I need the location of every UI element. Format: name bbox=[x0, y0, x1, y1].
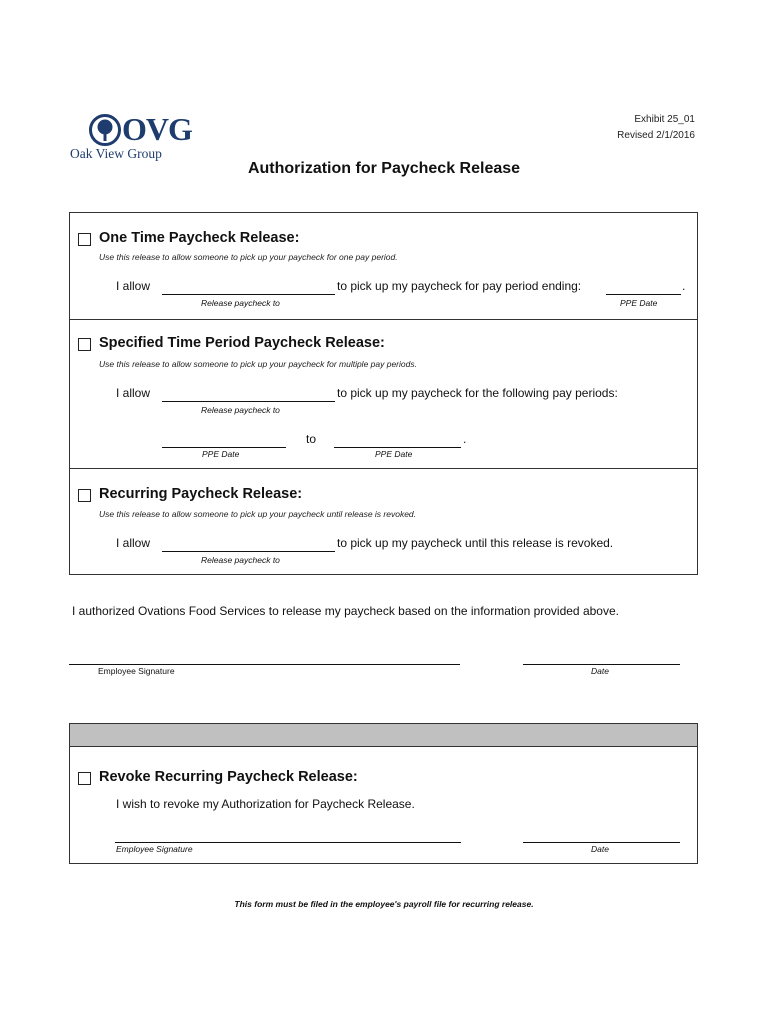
revoke-title: Revoke Recurring Paycheck Release: bbox=[99, 769, 358, 785]
specified-period-title: Specified Time Period Paycheck Release: bbox=[99, 335, 385, 351]
specified-period-to-text: to bbox=[306, 432, 317, 446]
signature-date-label: Date bbox=[591, 666, 609, 676]
one-time-release-to-field[interactable] bbox=[162, 294, 335, 295]
revoke-signature-field[interactable] bbox=[115, 842, 461, 843]
section-divider bbox=[69, 319, 698, 320]
employee-signature-label: Employee Signature bbox=[98, 666, 175, 676]
exhibit-info bbox=[617, 112, 695, 144]
one-time-ppe-label: PPE Date bbox=[620, 298, 658, 308]
revoke-header-bar bbox=[69, 723, 698, 747]
one-time-instruction: Use this release to allow someone to pick up your paycheck for one pay period. bbox=[99, 252, 398, 262]
signature-date-field[interactable] bbox=[523, 664, 680, 665]
recurring-instruction: Use this release to allow someone to pick up your paycheck until release is revoked. bbox=[99, 509, 417, 519]
one-time-title: One Time Paycheck Release: bbox=[99, 230, 300, 246]
authorization-statement: I authorized Ovations Food Services to release my paycheck based on the information provided above. bbox=[72, 604, 619, 618]
specified-period-instruction: Use this release to allow someone to pick up your paycheck for multiple pay periods. bbox=[99, 359, 417, 369]
recurring-checkbox[interactable] bbox=[78, 489, 91, 502]
ovg-logo bbox=[70, 112, 200, 162]
footer-note: This form must be filed in the employee's payroll file for recurring release. bbox=[234, 899, 534, 909]
revoke-text: I wish to revoke my Authorization for Paycheck Release. bbox=[116, 797, 415, 811]
revised-date: Revised 2/1/2016 bbox=[617, 130, 695, 141]
logo-subtitle: Oak View Group bbox=[70, 146, 162, 161]
specified-period-tail-text: to pick up my paycheck for the following pay periods: bbox=[337, 386, 618, 400]
recurring-release-to-field[interactable] bbox=[162, 551, 335, 552]
specified-period-release-to-field[interactable] bbox=[162, 401, 335, 402]
recurring-title: Recurring Paycheck Release: bbox=[99, 486, 303, 502]
specified-period-start-ppe-field[interactable] bbox=[162, 447, 286, 448]
section-divider bbox=[69, 468, 698, 469]
revoke-checkbox[interactable] bbox=[78, 772, 91, 785]
one-time-period: . bbox=[682, 279, 686, 293]
one-time-tail-text: to pick up my paycheck for pay period ending: bbox=[337, 279, 582, 293]
exhibit-number: Exhibit 25_01 bbox=[634, 114, 695, 125]
logo-letters: OVG bbox=[122, 111, 192, 147]
one-time-ppe-date-field[interactable] bbox=[606, 294, 681, 295]
specified-period-ppe-label-end: PPE Date bbox=[375, 449, 413, 459]
specified-period-period: . bbox=[463, 432, 467, 446]
recurring-i-allow: I allow bbox=[116, 536, 151, 550]
oak-tree-icon bbox=[88, 114, 122, 146]
specified-period-checkbox[interactable] bbox=[78, 338, 91, 351]
specified-period-end-ppe-field[interactable] bbox=[334, 447, 461, 448]
specified-period-ppe-label-start: PPE Date bbox=[202, 449, 240, 459]
one-time-checkbox[interactable] bbox=[78, 233, 91, 246]
one-time-release-label: Release paycheck to bbox=[201, 298, 280, 308]
one-time-i-allow: I allow bbox=[116, 279, 151, 293]
revoke-date-field[interactable] bbox=[523, 842, 680, 843]
revoke-date-label: Date bbox=[591, 844, 609, 854]
recurring-release-label: Release paycheck to bbox=[201, 555, 280, 565]
page-title: Authorization for Paycheck Release bbox=[247, 160, 521, 177]
specified-period-release-label: Release paycheck to bbox=[201, 405, 280, 415]
recurring-tail-text: to pick up my paycheck until this release is revoked. bbox=[337, 536, 614, 550]
employee-signature-field[interactable] bbox=[69, 664, 460, 665]
specified-period-i-allow: I allow bbox=[116, 386, 151, 400]
revoke-signature-label: Employee Signature bbox=[116, 844, 193, 854]
